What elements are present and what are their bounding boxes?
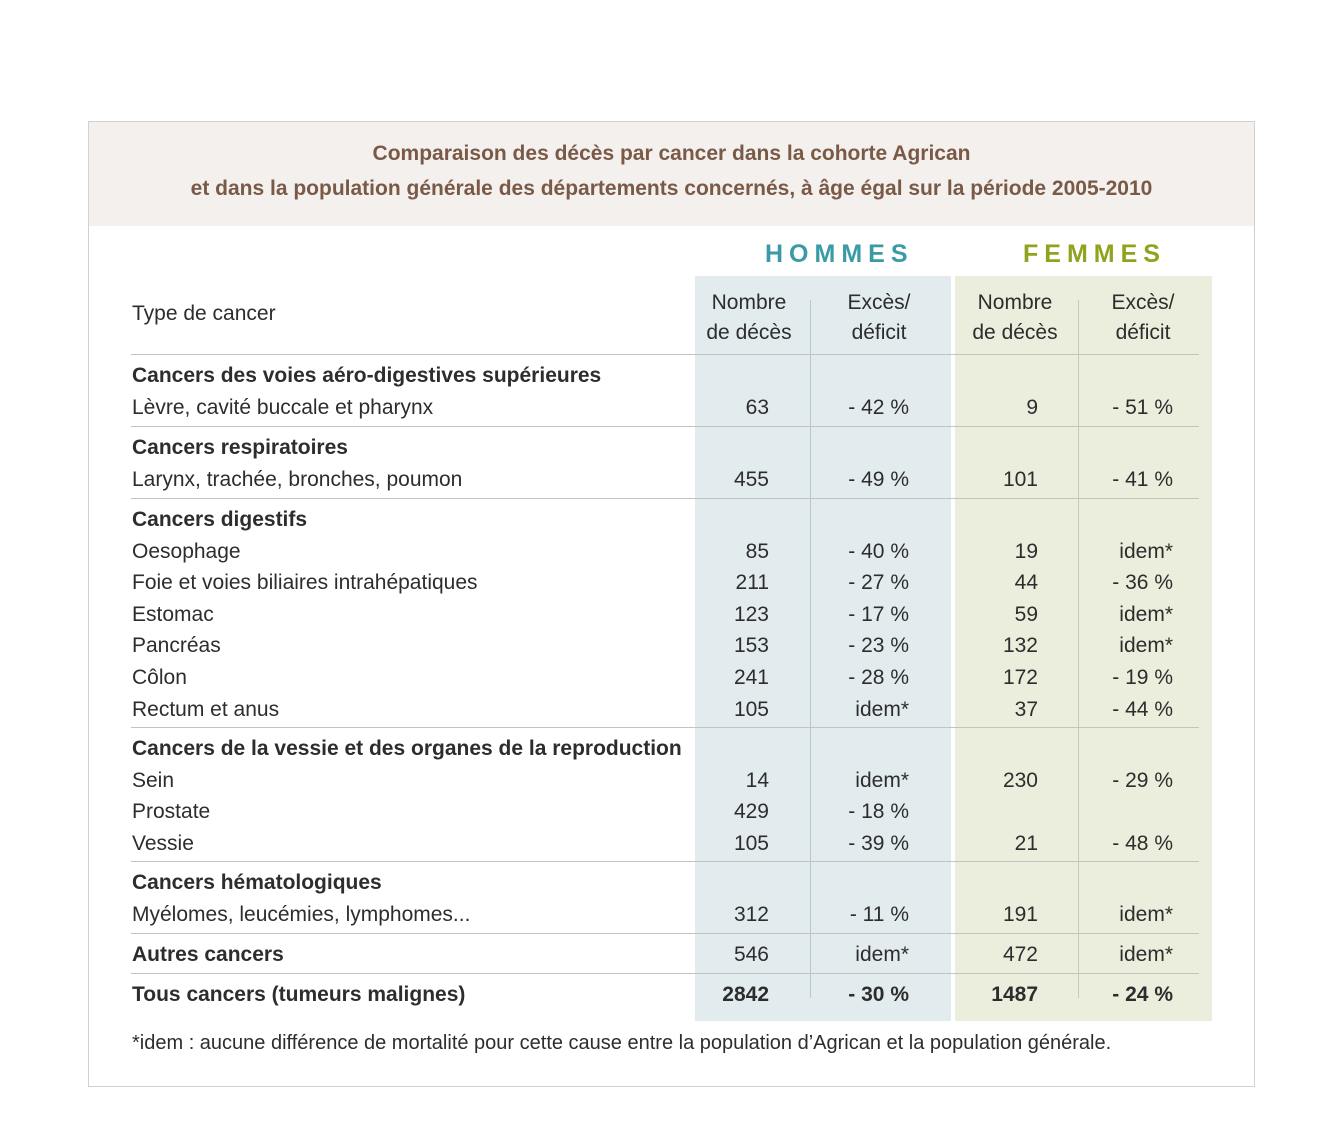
femmes-deaths-value: 172 [1002,666,1038,689]
hommes-deaths-value: 105 [733,832,769,855]
section-title: Cancers hématologiques [132,871,382,894]
row-label: Côlon [132,666,187,689]
row-divider [131,727,1199,728]
header-line: Excès/ [847,291,911,314]
femmes-deaths-value: 191 [1002,903,1038,926]
row-divider [131,861,1199,862]
hommes-excess-value: - 28 % [848,666,909,689]
hommes-excess-header [814,288,944,348]
femmes-column-background [955,276,1212,1021]
row-label: Larynx, trachée, bronches, poumon [132,468,463,491]
hommes-deaths-value: 123 [733,603,769,626]
femmes-deaths-value: 37 [1014,698,1038,721]
femmes-excess-value: - 19 % [1112,666,1173,689]
femmes-excess-value: idem* [1119,903,1173,926]
hommes-excess-value: - 49 % [848,468,909,491]
row-label: Sein [132,769,175,792]
hommes-excess-value: - 30 % [848,983,909,1006]
femmes-deaths-value: 9 [1026,396,1038,419]
femmes-excess-value: - 36 % [1112,571,1173,594]
row-label: Pancréas [132,634,221,657]
row-divider [131,933,1199,934]
femmes-excess-header [1078,288,1208,348]
header-line: déficit [851,321,907,344]
femmes-deaths-value: 21 [1014,832,1038,855]
femmes-deaths-value: 230 [1002,769,1038,792]
hommes-deaths-value: 546 [733,943,769,966]
hommes-excess-value: - 39 % [848,832,909,855]
femmes-excess-value: - 44 % [1112,698,1173,721]
hommes-deaths-header [684,288,814,348]
table-card [88,121,1255,1087]
hommes-deaths-value: 429 [733,800,769,823]
hommes-deaths-value: 14 [745,769,769,792]
section-title: Cancers respiratoires [132,436,348,459]
table-title-line-1: Comparaison des décès par cancer dans la cohorte Agrican [372,142,971,165]
femmes-deaths-value: 59 [1014,603,1038,626]
row-label: Lèvre, cavité buccale et pharynx [132,396,434,419]
femmes-excess-value: idem* [1119,634,1173,657]
row-divider [131,973,1199,974]
femmes-excess-value: - 51 % [1112,396,1173,419]
hommes-deaths-value: 85 [745,540,769,563]
hommes-excess-value: - 17 % [848,603,909,626]
hommes-column-divider [810,300,811,998]
hommes-deaths-value: 312 [733,903,769,926]
hommes-deaths-value: 105 [733,698,769,721]
hommes-excess-value: - 23 % [848,634,909,657]
hommes-deaths-value: 63 [745,396,769,419]
row-label: Oesophage [132,540,241,563]
header-line: Nombre [977,291,1053,314]
section-title: Cancers des voies aéro-digestives supérieures [132,364,602,387]
femmes-deaths-value: 472 [1002,943,1038,966]
hommes-excess-value: - 27 % [848,571,909,594]
hommes-deaths-value: 211 [735,571,769,594]
hommes-excess-value: - 40 % [848,540,909,563]
row-label: Vessie [132,832,194,855]
hommes-excess-value: idem* [855,769,909,792]
femmes-deaths-value: 1487 [991,983,1038,1006]
femmes-excess-value: idem* [1119,603,1173,626]
femmes-deaths-value: 101 [1002,468,1038,491]
femmes-excess-value: - 24 % [1112,983,1173,1006]
footnote: *idem : aucune différence de mortalité pour cette cause entre la population d’Agrican et la population générale. [132,1032,1112,1054]
row-label: Prostate [132,800,211,823]
femmes-excess-value: idem* [1119,943,1173,966]
header-line: Nombre [711,291,787,314]
femmes-deaths-header [950,288,1080,348]
femmes-deaths-value: 19 [1014,540,1038,563]
table-title-line-2: et dans la population générale des départements concernés, à âge égal sur la période 2005-2010 [190,177,1153,200]
row-label: Rectum et anus [132,698,280,721]
type-column-header: Type de cancer [132,302,276,325]
header-line: Excès/ [1111,291,1175,314]
femmes-excess-value: - 48 % [1112,832,1173,855]
row-label: Foie et voies biliaires intrahépatiques [132,571,478,594]
femmes-column-divider [1078,300,1079,998]
row-divider [131,498,1199,499]
row-label: Estomac [132,603,214,626]
hommes-deaths-value: 2842 [722,983,769,1006]
section-title: Cancers de la vessie et des organes de la reproduction [132,737,682,760]
title-band [89,122,1254,226]
hommes-excess-value: idem* [855,698,909,721]
header-line: de décès [706,321,792,344]
row-divider [131,426,1199,427]
hommes-deaths-value: 241 [733,666,769,689]
hommes-header: HOMMES [765,240,914,268]
header-line: déficit [1115,321,1171,344]
femmes-deaths-value: 44 [1014,571,1038,594]
femmes-deaths-value: 132 [1002,634,1038,657]
hommes-excess-value: idem* [855,943,909,966]
femmes-excess-value: idem* [1119,540,1173,563]
hommes-excess-value: - 42 % [848,396,909,419]
row-label: Myélomes, leucémies, lymphomes... [132,903,471,926]
row-label: Tous cancers (tumeurs malignes) [132,983,466,1006]
hommes-deaths-value: 153 [733,634,769,657]
femmes-excess-value: - 41 % [1112,468,1173,491]
row-label: Autres cancers [132,943,284,966]
femmes-header: FEMMES [1023,240,1166,268]
header-line: de décès [972,321,1058,344]
row-divider [131,354,1199,355]
hommes-excess-value: - 11 % [849,903,909,926]
hommes-deaths-value: 455 [733,468,769,491]
section-title: Cancers digestifs [132,508,308,531]
femmes-excess-value: - 29 % [1112,769,1173,792]
hommes-excess-value: - 18 % [848,800,909,823]
